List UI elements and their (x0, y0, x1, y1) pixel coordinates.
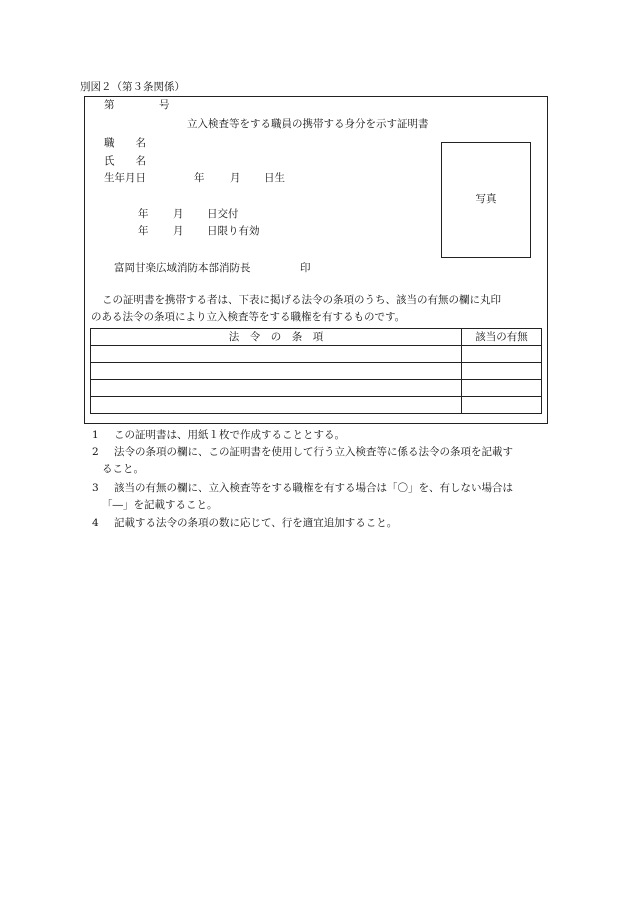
header-law-clause: 法 令 の 条 項 (91, 329, 462, 346)
form-caption: 別図２（第３条関係） (80, 81, 185, 93)
note-text: この証明書は、用紙１枚で作成することとする。 (114, 429, 345, 441)
name-label: 氏 名 (104, 155, 146, 167)
note-3 (92, 482, 562, 495)
valid-year: 年 (138, 225, 149, 237)
note-number: 2 (92, 446, 99, 458)
birth-day: 日生 (264, 172, 285, 184)
note-1 (92, 429, 562, 442)
number-label: 第 (104, 99, 115, 111)
header-applicable: 該当の有無 (462, 329, 542, 346)
valid-day: 日限り有効 (207, 225, 260, 237)
issue-month: 月 (173, 208, 184, 220)
applicable-cell (462, 346, 542, 363)
birth-year: 年 (194, 172, 205, 184)
note-text: 法令の条項の欄に、この証明書を使用して行う立入検査等に係る法令の条項を記載す (114, 446, 513, 458)
authority-paragraph-line2: のある法令の条項により立入検査等をする職権を有するものです。 (91, 311, 406, 323)
birth-month: 月 (230, 172, 241, 184)
note-number: 4 (92, 517, 99, 529)
issue-day: 日交付 (207, 208, 239, 220)
note-2 (92, 446, 562, 459)
photo-box (441, 142, 531, 258)
issuer-name: 富岡甘楽広域消防本部消防長 (114, 262, 251, 274)
issue-year: 年 (138, 208, 149, 220)
note-text: 該当の有無の欄に、立入検査等をする職権を有する場合は「〇」を、有しない場合は (114, 482, 513, 494)
law-clause-cell (91, 346, 462, 363)
photo-label: 写真 (475, 193, 497, 205)
note-number: 3 (92, 482, 99, 494)
applicable-cell (462, 380, 542, 397)
authority-paragraph-line1: この証明書を携帯する者は、下表に掲げる法令の条項のうち、該当の有無の欄に丸印 (102, 294, 501, 306)
table-header-row (91, 329, 542, 346)
law-clause-cell (91, 363, 462, 380)
law-clause-cell (91, 380, 462, 397)
note-4 (92, 517, 562, 530)
table-row (91, 363, 542, 380)
table-row (91, 380, 542, 397)
note-3-continuation: 「―」を記載すること。 (102, 499, 218, 511)
position-label: 職 名 (104, 137, 146, 149)
note-number: 1 (92, 429, 99, 441)
birth-label: 生年月日 (104, 172, 146, 184)
law-clause-cell (91, 397, 462, 414)
note-2-continuation: ること。 (102, 463, 144, 475)
table-row (91, 346, 542, 363)
applicable-cell (462, 363, 542, 380)
seal-mark: 印 (300, 262, 311, 274)
valid-month: 月 (173, 225, 184, 237)
table-row (91, 397, 542, 414)
certificate-title: 立入検査等をする職員の携帯する身分を示す証明書 (187, 118, 429, 130)
applicable-cell (462, 397, 542, 414)
number-suffix: 号 (159, 99, 170, 111)
note-text: 記載する法令の条項の数に応じて、行を適宜追加すること。 (114, 517, 398, 529)
law-table (90, 328, 542, 414)
